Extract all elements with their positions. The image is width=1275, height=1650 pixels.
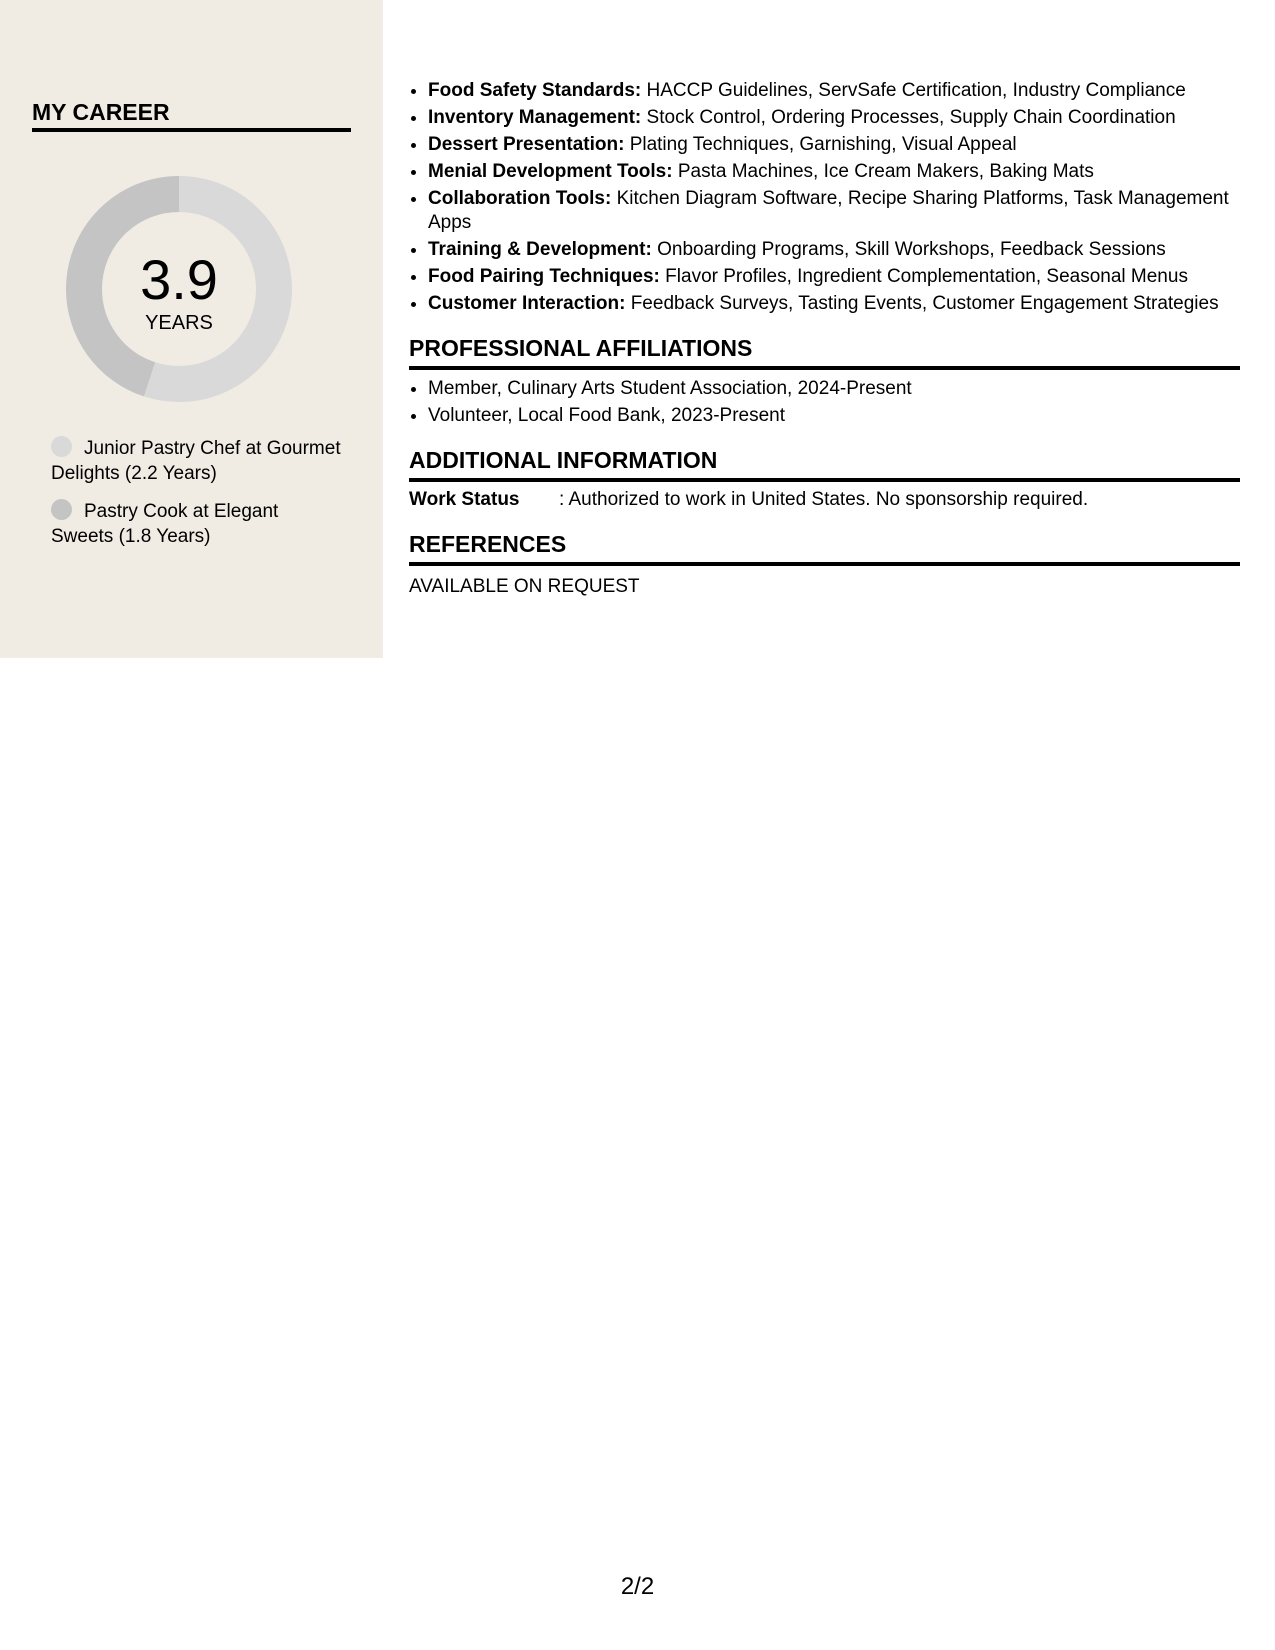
skill-detail: Pasta Machines, Ice Cream Makers, Baking Mats (677, 161, 1094, 182)
additional-info-heading: ADDITIONAL INFORMATION (409, 445, 1240, 482)
references-heading: REFERENCES (409, 529, 1240, 566)
affiliations-list (409, 377, 1240, 428)
skill-detail: Stock Control, Ordering Processes, Supply Chain Coordination (646, 107, 1176, 128)
skill-detail: HACCP Guidelines, ServSafe Certification, Industry Compliance (646, 80, 1186, 101)
skill-item (428, 160, 1240, 184)
skill-detail: Kitchen Diagram Software, Recipe Sharing Platforms, Task Management Apps (428, 188, 1229, 233)
page-number: 2/2 (620, 1573, 655, 1600)
skill-name: Customer Interaction: (428, 293, 626, 314)
total-years-value: 3.9 (140, 248, 218, 311)
legend-label: Pastry Cook at Elegant Sweets (1.8 Years) (51, 501, 279, 547)
skill-detail: Onboarding Programs, Skill Workshops, Feedback Sessions (657, 239, 1166, 260)
skill-detail: Feedback Surveys, Tasting Events, Customer Engagement Strategies (630, 293, 1219, 314)
references-text: AVAILABLE ON REQUEST (409, 576, 640, 597)
skill-name: Training & Development: (428, 239, 652, 260)
legend-label: Junior Pastry Chef at Gourmet Delights (2.2 Years) (51, 438, 341, 484)
skill-name: Food Safety Standards: (428, 80, 642, 101)
skill-item (428, 79, 1240, 103)
legend-item-junior-pastry-chef (51, 436, 341, 486)
affiliation-item: • Volunteer, Local Food Bank, 2023-Present (428, 404, 1240, 428)
skill-name: Food Pairing Techniques: (428, 266, 660, 287)
career-legend (51, 436, 341, 562)
legend-swatch (51, 436, 72, 457)
work-status-label: Work Status (409, 489, 520, 510)
skill-item (428, 187, 1240, 235)
total-years-unit: YEARS (145, 312, 213, 334)
skills-list (409, 79, 1240, 316)
skill-detail: Flavor Profiles, Ingredient Complementation, Seasonal Menus (665, 266, 1188, 287)
affiliation-item: • Member, Culinary Arts Student Association, 2024-Present (428, 377, 1240, 401)
work-status-value: : Authorized to work in United States. No sponsorship required. (559, 489, 1089, 510)
skill-item (428, 265, 1240, 289)
skill-item (428, 238, 1240, 262)
skill-item (428, 133, 1240, 157)
skill-name: Menial Development Tools: (428, 161, 673, 182)
legend-swatch (51, 499, 72, 520)
skill-item (428, 106, 1240, 130)
skill-item (428, 292, 1240, 316)
skill-name: Inventory Management: (428, 107, 642, 128)
main-column (409, 79, 1240, 599)
career-sidebar (0, 0, 383, 658)
skill-name: Dessert Presentation: (428, 134, 625, 155)
affiliations-heading: PROFESSIONAL AFFILIATIONS (409, 333, 1240, 370)
skill-name: Collaboration Tools: (428, 188, 612, 209)
career-heading: MY CAREER (32, 97, 351, 132)
work-status-row (409, 488, 1240, 512)
legend-item-pastry-cook (51, 499, 341, 549)
skill-detail: Plating Techniques, Garnishing, Visual Appeal (629, 134, 1017, 155)
